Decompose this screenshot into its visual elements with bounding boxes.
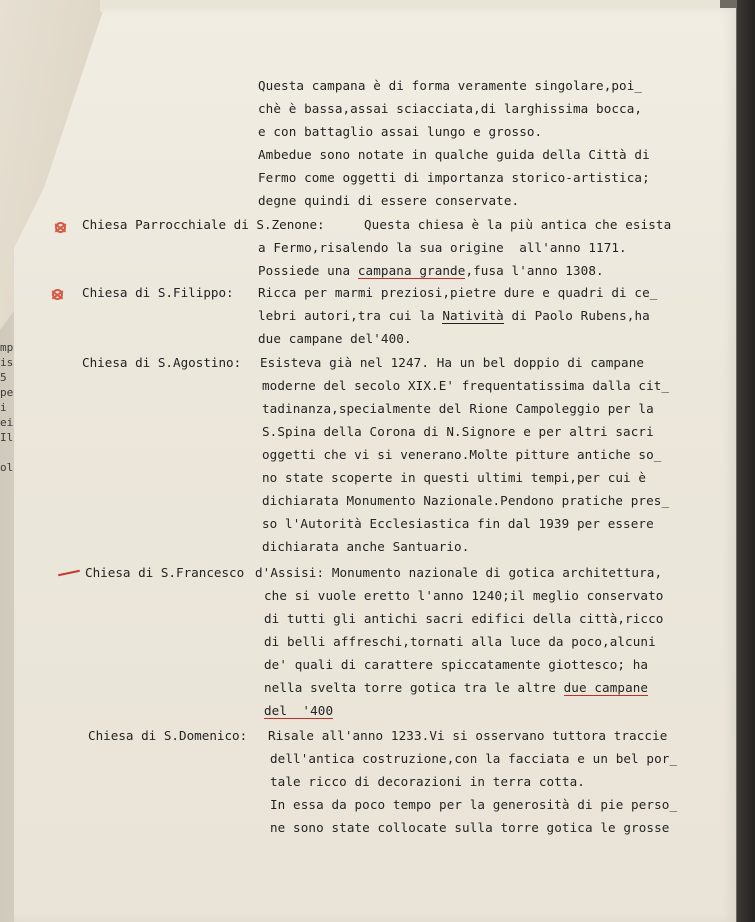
underlined-phrase: del '400 — [264, 703, 334, 718]
text-line: dichiarata Monumento Nazionale.Pendono pratiche pres_ — [262, 493, 670, 508]
entry-label: Chiesa di S.Domenico: — [88, 728, 248, 743]
text-line: so l'Autorità Ecclesiastica fin dal 1939 per essere — [262, 516, 654, 531]
text-line: Ricca per marmi preziosi,pietre dure e quadri di ce_ — [258, 285, 658, 300]
text-line: a Fermo,risalendo la sua origine all'anno 1171. — [258, 240, 627, 255]
entry-label: Chiesa di S.Filippo: — [82, 285, 234, 300]
margin-fragment: Il — [0, 431, 14, 444]
text-line: due campane del'400. — [258, 331, 412, 346]
underlined-phrase: Natività — [442, 308, 504, 323]
entry-label: Chiesa di S.Francesco — [85, 565, 245, 580]
margin-fragment: ei — [0, 416, 14, 429]
text-line: no state scoperte in questi ultimi tempi,per cui è — [262, 470, 647, 485]
text-line: Possiede una campana grande,fusa l'anno 1308. — [258, 263, 604, 278]
text-line — [264, 703, 333, 718]
text-line: Ambedue sono notate in qualche guida della Città di — [258, 147, 650, 162]
text-line: nella svelta torre gotica tra le altre due campane — [264, 680, 649, 695]
red-cross-mark-icon — [55, 222, 66, 233]
red-cross-mark-icon — [52, 289, 63, 300]
text-line: di belli affreschi,tornati alla luce da poco,alcuni — [264, 634, 656, 649]
text-line: Questa campana è di forma veramente singolare,poi_ — [258, 78, 643, 93]
margin-fragment: pe — [0, 386, 14, 399]
text-line: Risale all'anno 1233.Vi si osservano tuttora traccie — [268, 728, 668, 743]
text-line: lebri autori,tra cui la Natività di Paolo Rubens,ha — [258, 308, 650, 323]
text-line: di tutti gli antichi sacri edifici della città,ricco — [264, 611, 664, 626]
text-line: Esisteva già nel 1247. Ha un bel doppio di campane — [260, 355, 645, 370]
text-line: ne sono state collocate sulla torre gotica le grosse — [270, 820, 670, 835]
text-line: e con battaglio assai lungo e grosso. — [258, 124, 543, 139]
entry-label: Chiesa di S.Agostino: — [82, 355, 242, 370]
margin-fragment: ol — [0, 461, 14, 474]
text-line: dichiarata anche Santuario. — [262, 539, 470, 554]
margin-fragment: i — [0, 401, 7, 414]
underlined-phrase: due campane — [563, 680, 649, 695]
text-line: S.Spina della Corona di N.Signore e per altri sacri — [262, 424, 654, 439]
background-shadow — [737, 0, 755, 922]
text-line: tadinanza,specialmente del Rione Campoleggio per la — [262, 401, 654, 416]
text-line: dell'antica costruzione,con la facciata e un bel por_ — [270, 751, 678, 766]
margin-fragment: 5 — [0, 371, 7, 384]
text-line: moderne del secolo XIX.E' frequentatissima dalla cit_ — [262, 378, 670, 393]
text-line: che si vuole eretto l'anno 1240;il meglio conservato — [264, 588, 664, 603]
text-line: Fermo come oggetti di importanza storico-artistica; — [258, 170, 650, 185]
text-line: de' quali di carattere spiccatamente giottesco; ha — [264, 657, 649, 672]
text-line: tale ricco di decorazioni in terra cotta. — [270, 774, 585, 789]
text-line: degne quindi di essere conservate. — [258, 193, 520, 208]
text-line: In essa da poco tempo per la generosità di pie perso_ — [270, 797, 678, 812]
text-line: oggetti che vi si venerano.Molte pitture antiche so_ — [262, 447, 662, 462]
text-line: Questa chiesa è la più antica che esista — [364, 217, 672, 232]
entry-label: Chiesa Parrocchiale di S.Zenone: — [82, 217, 325, 232]
text-line: chè è bassa,assai sciacciata,di larghissima bocca, — [258, 101, 643, 116]
underlined-phrase: campana grande — [357, 263, 466, 278]
margin-fragment: mp — [0, 341, 14, 354]
margin-fragment: is — [0, 356, 14, 369]
text-line: d'Assisi: Monumento nazionale di gotica architettura, — [255, 565, 663, 580]
